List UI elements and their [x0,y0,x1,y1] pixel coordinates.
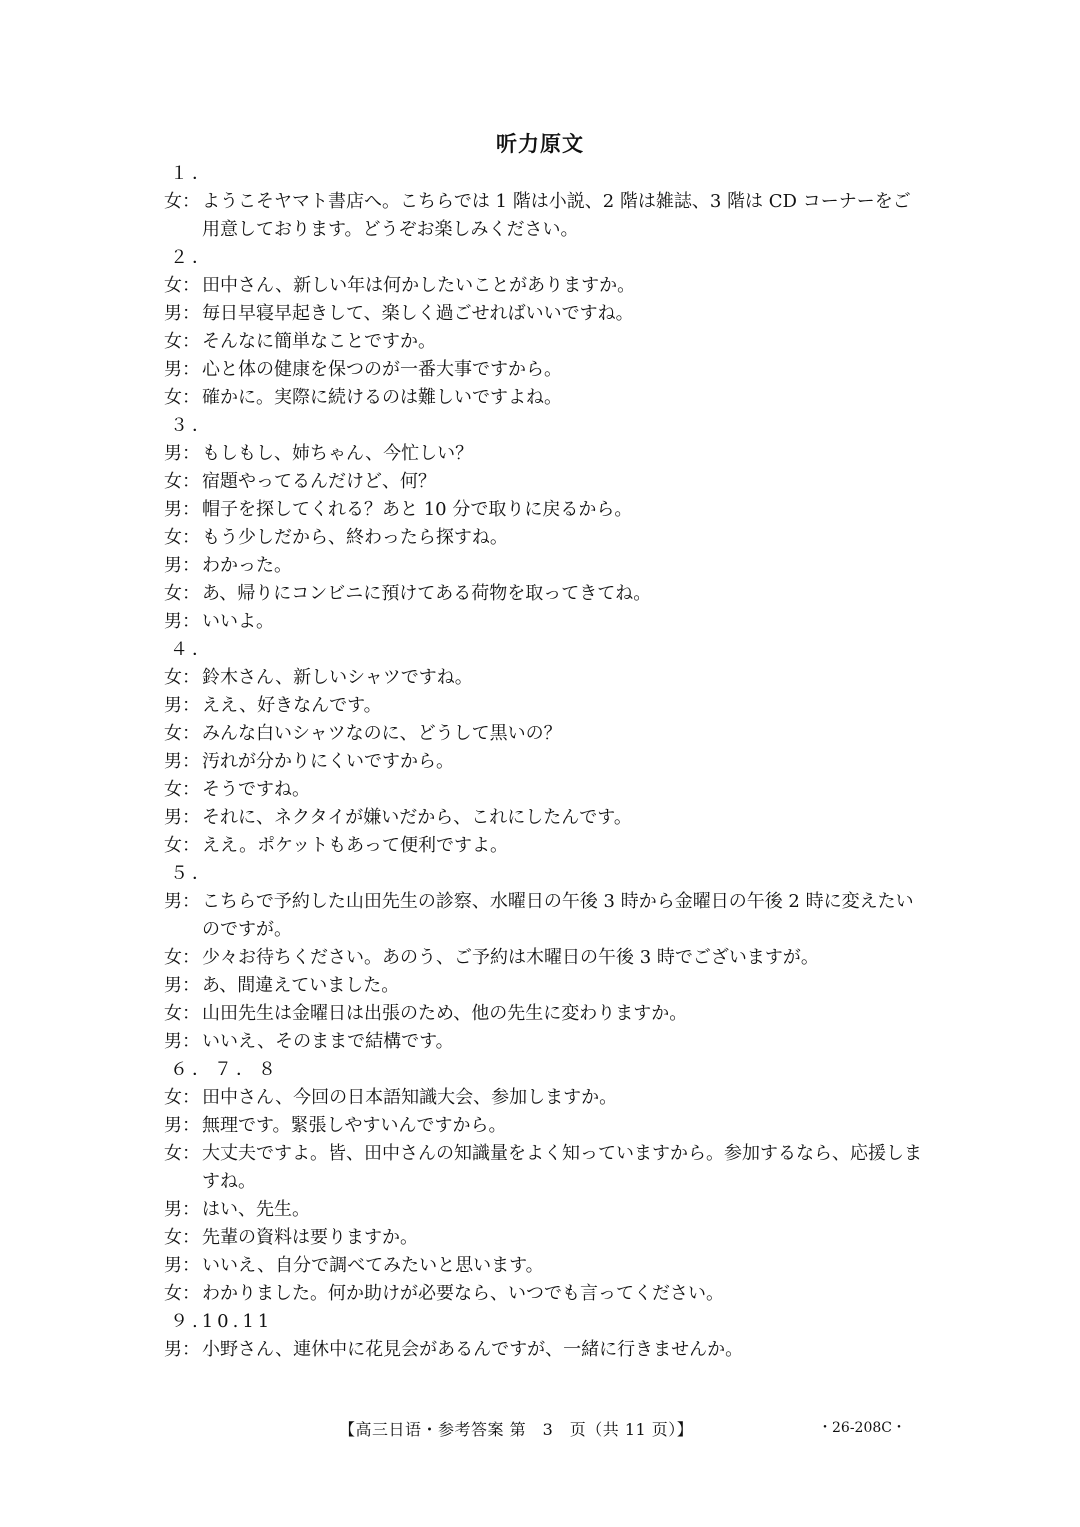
dialogue-text: 帽子を探してくれる？あと 10 分で取りに戻るから。 [202,499,633,520]
dialogue-text: いいえ、そのままで結構です。 [202,1031,454,1052]
dialogue-line [164,1196,924,1224]
dialogue-text: いいよ。 [202,611,274,632]
speaker-label: 男： [164,1339,200,1360]
speaker-label: 男： [164,751,200,772]
dialogue-line [164,944,924,972]
question-number: ６．７．８ [170,1059,280,1080]
speaker-label: 男： [164,807,200,828]
document-code: ・26-208C・ [818,1420,906,1436]
speaker-label: 女： [164,1003,200,1024]
dialogue-text: ええ、好きなんです。 [202,695,382,716]
question-number: ２． [170,247,214,268]
speaker-label: 女： [164,471,200,492]
dialogue-text: ええ。ポケットもあって便利ですよ。 [202,835,508,856]
speaker-label: 女： [164,275,200,296]
dialogue-line [164,300,924,328]
dialogue-text: 田中さん、今回の日本語知識大会、参加しますか。 [202,1087,618,1108]
speaker-label: 男： [164,443,200,464]
transcript-body [164,160,924,1364]
speaker-label: 女： [164,191,200,212]
dialogue-line [164,356,924,384]
dialogue-text: みんな白いシャツなのに、どうして黒いの？ [202,723,562,744]
speaker-label: 女： [164,667,200,688]
dialogue-line [164,972,924,1000]
speaker-label: 女： [164,947,200,968]
dialogue-text: そうですね。 [202,779,310,800]
dialogue-text: 確かに。実際に続けるのは難しいですよね。 [202,387,562,408]
page-title: 听力原文 [496,131,584,156]
question-number: １． [170,163,214,184]
dialogue-text: あ、間違えていました。 [202,975,400,996]
dialogue-text: 汚れが分かりにくいですから。 [202,751,454,772]
dialogue-line [164,1112,924,1140]
dialogue-line [164,1140,924,1196]
speaker-label: 女： [164,779,200,800]
dialogue-line [164,720,924,748]
dialogue-text: わかった。 [202,555,292,576]
dialogue-text: あ、帰りにコンビニに預けてある荷物を取ってきてね。 [202,583,652,604]
dialogue-line [164,496,924,524]
dialogue-line [164,1336,924,1364]
question-number: ４． [170,639,214,660]
dialogue-text: 少々お待ちください。あのう、ご予約は木曜日の午後 3 時でございますが。 [202,947,819,968]
speaker-label: 女： [164,1227,200,1248]
speaker-label: 女： [164,1143,200,1164]
dialogue-text: もう少しだから、終わったら探すね。 [202,527,508,548]
dialogue-line [164,440,924,468]
dialogue-text: 山田先生は金曜日は出張のため、他の先生に変わりますか。 [202,1003,688,1024]
dialogue-line [164,804,924,832]
dialogue-line [164,888,924,944]
speaker-label: 男： [164,499,200,520]
dialogue-text: 鈴木さん、新しいシャツですね。 [202,667,473,688]
dialogue-text: 心と体の健康を保つのが一番大事ですから。 [202,359,562,380]
speaker-label: 男： [164,555,200,576]
dialogue-text: 先輩の資料は要りますか。 [202,1227,418,1248]
speaker-label: 女： [164,835,200,856]
question-number: ３． [170,415,214,436]
dialogue-line [164,664,924,692]
dialogue-text: 小野さん、連休中に花見会があるんですが、一緒に行きませんか。 [202,1339,744,1360]
dialogue-line [164,1028,924,1056]
question-number: ９.10.11 [170,1311,274,1332]
speaker-label: 女： [164,387,200,408]
dialogue-line [164,1000,924,1028]
dialogue-text: 田中さん、新しい年は何かしたいことがありますか。 [202,275,636,296]
speaker-label: 男： [164,891,200,912]
dialogue-text: そんなに簡単なことですか。 [202,331,436,352]
dialogue-line [164,776,924,804]
speaker-label: 女： [164,583,200,604]
dialogue-line [164,524,924,552]
dialogue-line [164,832,924,860]
dialogue-line [164,580,924,608]
dialogue-line [164,748,924,776]
dialogue-line [164,552,924,580]
speaker-label: 女： [164,1087,200,1108]
dialogue-text: こちらで予約した山田先生の診察、水曜日の午後 3 時から金曜日の午後 2 時に変えたいのですが。 [202,891,914,940]
dialogue-line [164,328,924,356]
dialogue-text: ようこそヤマト書店へ。こちらでは 1 階は小説、2 階は雑誌、3 階は CD コーナーをご用意しております。どうぞお楽しみください。 [202,191,911,240]
dialogue-text: いいえ、自分で調べてみたいと思います。 [202,1255,544,1276]
speaker-label: 男： [164,1115,200,1136]
dialogue-text: もしもし、姉ちゃん、今忙しい？ [202,443,474,464]
dialogue-line [164,692,924,720]
speaker-label: 男： [164,1031,200,1052]
speaker-label: 男： [164,611,200,632]
speaker-label: 男： [164,1255,200,1276]
speaker-label: 男： [164,975,200,996]
dialogue-line [164,272,924,300]
dialogue-text: 毎日早寝早起きして、楽しく過ごせればいいですね。 [202,303,634,324]
speaker-label: 女： [164,331,200,352]
page-footer: 【高三日语・参考答案 第 3 页（共 11 页）】 [339,1420,694,1439]
dialogue-text: はい、先生。 [202,1199,310,1220]
speaker-label: 女： [164,1283,200,1304]
speaker-label: 女： [164,527,200,548]
dialogue-text: 大丈夫ですよ。皆、田中さんの知識量をよく知っていますから。参加するなら、応援しますね。 [202,1143,922,1192]
dialogue-line [164,1084,924,1112]
question-number: ５． [170,863,214,884]
dialogue-line [164,384,924,412]
dialogue-line [164,608,924,636]
speaker-label: 男： [164,303,200,324]
dialogue-text: わかりました。何か助けが必要なら、いつでも言ってください。 [202,1283,724,1304]
dialogue-text: それに、ネクタイが嫌いだから、これにしたんです。 [202,807,632,828]
speaker-label: 女： [164,723,200,744]
speaker-label: 男： [164,695,200,716]
dialogue-line [164,468,924,496]
dialogue-line [164,1252,924,1280]
speaker-label: 男： [164,1199,200,1220]
dialogue-line [164,188,924,244]
speaker-label: 男： [164,359,200,380]
dialogue-text: 無理です。緊張しやすいんですから。 [202,1115,507,1136]
dialogue-line [164,1280,924,1308]
dialogue-line [164,1224,924,1252]
dialogue-text: 宿題やってるんだけど、何？ [202,471,436,492]
